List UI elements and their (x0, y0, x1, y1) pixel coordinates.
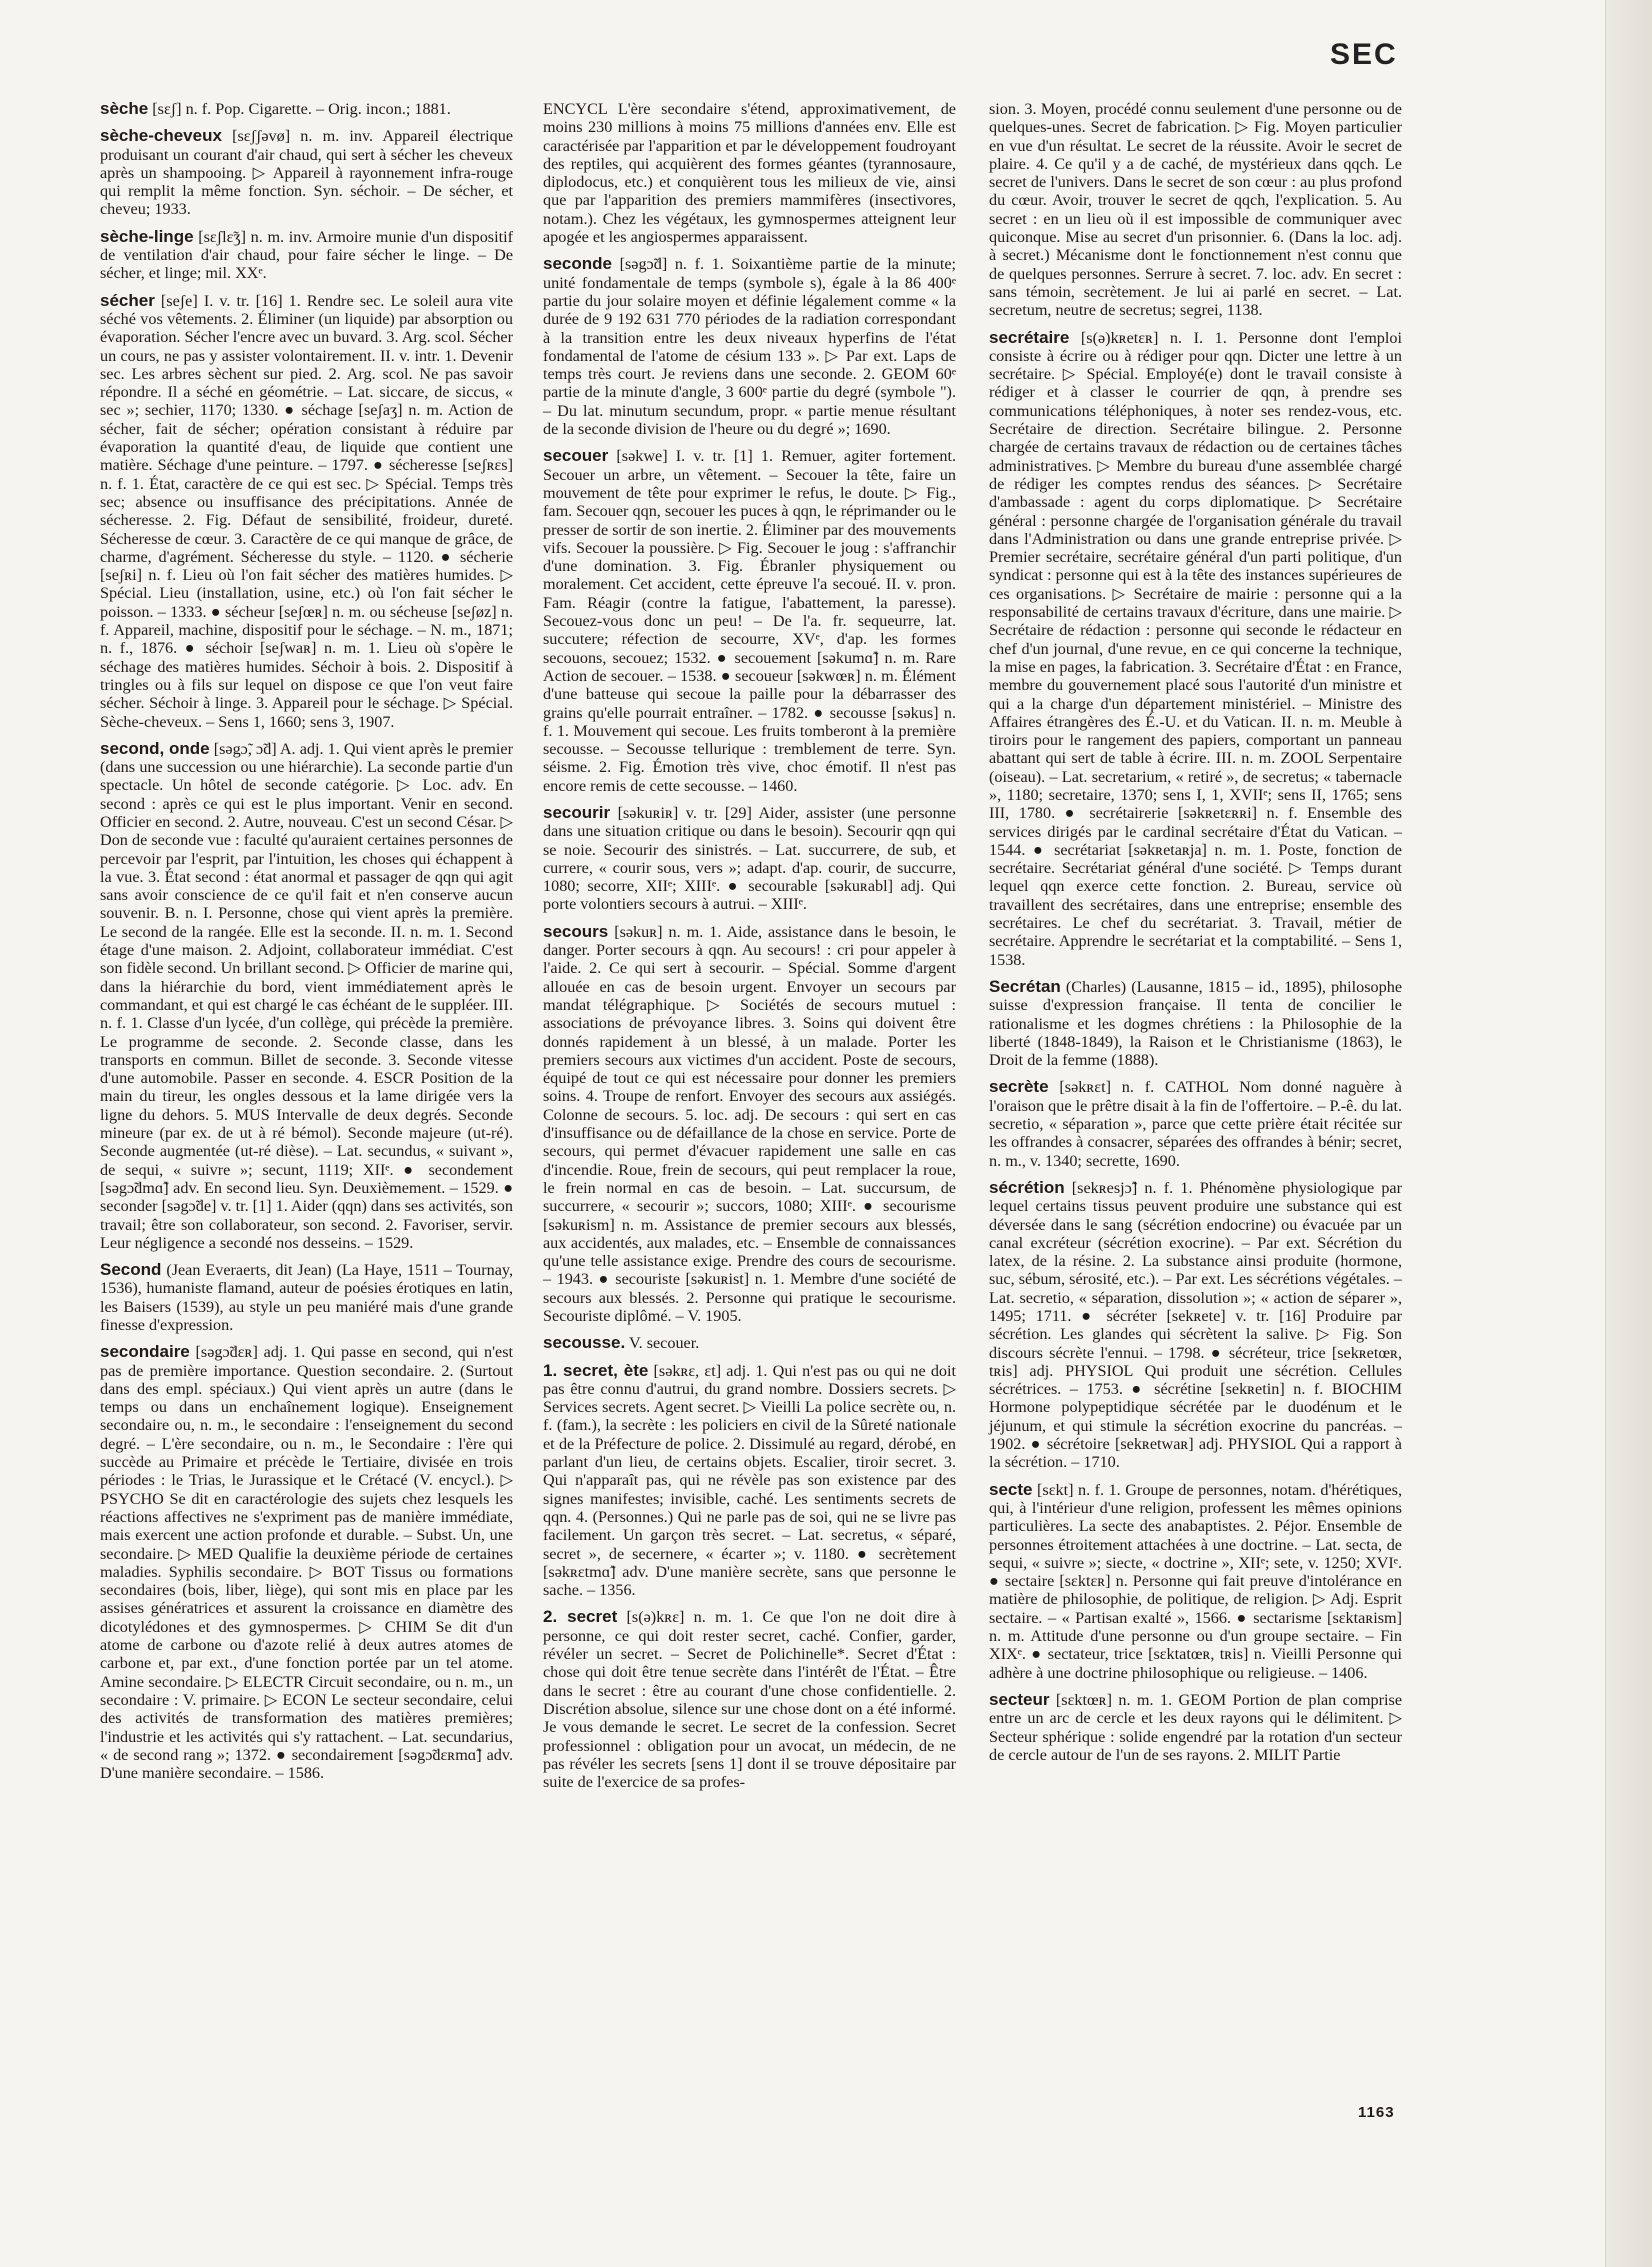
entry-headword: secouer (543, 446, 609, 466)
dictionary-entry (100, 100, 513, 118)
entry-body: [səkʀɛ, ɛt] adj. 1. Qui n'est pas ou qui ne doit pas être connu d'autrui, du grand nombre. Dossiers secrets. ▷ Services secrets. Agent secret. ▷ Vieilli La police secrète ou, n. f. (fam.), la secrète : les policiers en civil de la Sûreté nationale et de la Préfecture de police. 2. Dissimulé au regard, dérobé, en parlant d'un lieu, de certains objets. Escalier, tiroir secret. 3. Qui n'apparaît pas, qui ne révèle pas son existence par des signes manifestes; invisible, caché. Les sentiments secrets de qqn. 4. (Personnes.) Qui ne parle pas de soi, qui ne se livre pas facilement. Un garçon très secret. – Lat. secretus, « séparé, secret », de secernere, « écarter »; v. 1180. ● secrètement [səkʀɛtmɑ̃] adv. D'une manière secrète, sans que personne le sache. – 1356. (543, 1361, 957, 1600)
entry-headword: sèche-linge (100, 226, 194, 246)
running-head: SEC (1330, 38, 1398, 71)
entry-headword: second, onde (100, 738, 210, 758)
entry-headword: 2. secret (543, 1607, 618, 1627)
column-2 (543, 100, 956, 1800)
entry-body: [sɛʃʃəvø] n. m. inv. Appareil électrique produisant un courant d'air chaud, qui sert à sécher les cheveux après un shampooing. ▷ Appareil à rayonnement infra-rouge qui remplit la même fonction. Syn. séchoir. – De sécher, et cheveu; 1933. (100, 127, 514, 219)
entry-body: (Charles) (Lausanne, 1815 – id., 1895), philosophe suisse d'expression française. Il tenta de concilier le rationalisme et les dogmes chrétiens : la Philosophie de la liberté (1848-1849), la Raison et le Christianisme (1863), le Droit de la femme (1888). (989, 977, 1403, 1070)
column-3 (989, 100, 1402, 1773)
dictionary-entry (989, 329, 1402, 969)
entry-body: [səgɔ̃, ɔ̃d] A. adj. 1. Qui vient après le premier (dans une succession ou une hiérarchie). La seconde partie d'un spectacle. Un hôtel de seconde catégorie. ▷ Loc. adv. En second : après ce qui est le plus important. Venir en second. Officier en second. 2. Autre, nouveau. C'est un second César. ▷ Don de seconde vue : faculté qu'auraient certaines personnes de percevoir par l'esprit, par l'intuition, les choses qui échappent à la vue. 3. État second : état anormal et passager de qqn qui agit sans avoir conscience de ce qu'il fait et n'en conserve aucun souvenir. B. n. I. Personne, chose qui vient après la première. Le second de la rangée. Elle est la seconde. II. n. m. 1. Second étage d'une maison. 2. Adjoint, collaborateur immédiat. C'est son fidèle second. Un brillant second. ▷ Officier de marine qui, dans la hiérarchie du bord, vient immédiatement après le commandant, et qui est chargé le cas échéant de le suppléer. III. n. f. 1. Classe d'un lycée, d'un collège, qui précède la première. Le programme de seconde. 2. Seconde classe, dans les transports en commun. Billet de seconde. 3. Seconde vitesse d'une automobile. Passer en seconde. 4. ESCR Position de la main du tireur, les ongles dessous et la lame dirigée vers la ligne du dehors. 5. MUS Intervalle de deux degrés. Seconde mineure (par ex. de ut à ré bémol). Seconde majeure (ut-ré). Seconde augmentée (ut-ré dièse). – Lat. secundus, « suivant », de sequi, « suivre »; secunt, 1119; XIIᵉ. ● secondement [səgɔ̃dmɑ̃] adv. En second lieu. Syn. Deuxièmement. – 1529. ● seconder [səgɔ̃de] v. tr. [1] 1. Aider (qqn) dans ses activités, son travail; être son collaborateur, son second. 2. Favoriser, servir. Leur négligence a secondé nos desseins. – 1529. (100, 739, 514, 1252)
entry-body: [səgɔ̃dɛʀ] adj. 1. Qui passe en second, qui n'est pas de première importance. Question secondaire. 2. (Surtout dans des empl. spéciaux.) Qui vient après un autre (dans le temps ou dans un enchaînement logique). Enseignement secondaire ou, n. m., le secondaire : l'enseignement du second degré. – L'ère secondaire, ou n. m., le Secondaire : l'ère qui succède au Primaire et précède le Tertiaire, divisée en trois périodes : le Trias, le Jurassique et le Crétacé (V. encycl.). ▷ PSYCHO Se dit en caractérologie des sujets chez lesquels les réactions affectives ne s'expriment pas de manière immédiate, mais exercent une action profonde et durable. – Subst. Un, une secondaire. ▷ MED Qualifie la deuxième période de certaines maladies. Syphilis secondaire. ▷ BOT Tissus ou formations secondaires (bois, liber, liège), qui sont mis en place par les assises génératrices et assurent la croissance en diamètre des dicotylédones et des gymnospermes. ▷ CHIM Se dit d'un atome de carbone ou d'azote relié à deux autres atomes de carbone et, par ext., d'une fonction portée par un tel atome. Amine secondaire. ▷ ELECTR Circuit secondaire, ou n. m., un secondaire : V. primaire. ▷ ECON Le secteur secondaire, celui des activités de transformation des matières premières; l'industrie et les activités qui s'y rattachent. – Lat. secundarius, « de second rang »; 1372. ● secondairement [səgɔ̃dɛʀmɑ̃] adv. D'une manière secondaire. – 1586. (100, 1343, 514, 1783)
entry-body: [sɛkt] n. f. 1. Groupe de personnes, notam. d'hérétiques, qui, à l'intérieur d'une religion, professent les mêmes opinions particulières. La secte des anabaptistes. 2. Péjor. Ensemble de personnes étroitement attachées à une doctrine. – Lat. secta, de sequi, « suivre »; siecte, « doctrine », XIIᵉ; sete, v. 1250; XVIᵉ. ● sectaire [sɛktɛʀ] n. Personne qui fait preuve d'intolérance en matière de philosophie, de politique, de religion. ▷ Adj. Esprit sectaire. – « Partisan exalté », 1566. ● sectarisme [sɛktaʀism] n. m. Attitude d'une personne ou d'un groupe sectaire. – Fin XIXᵉ. ● sectateur, trice [sɛktatœʀ, tʀis] n. Vieilli Personne qui adhère à une doctrine philosophique ou religieuse. – 1406. (989, 1480, 1402, 1682)
entry-headword: secourir (543, 802, 611, 822)
entry-body: [sɛʃ] n. f. Pop. Cigarette. – Orig. incon.; 1881. (152, 100, 451, 118)
entry-headword: secrète (989, 1077, 1049, 1097)
dictionary-entry (100, 740, 513, 1252)
dictionary-entry (100, 292, 513, 731)
entry-body: [sɛʃlɛ̃ʒ] n. m. inv. Armoire munie d'un dispositif de ventilation d'air chaud, pour faire sécher le linge. – De sécher, et linge; mil. XXᵉ. (100, 227, 513, 283)
entry-headword: secteur (989, 1689, 1050, 1709)
dictionary-entry (543, 1362, 956, 1600)
entry-body: V. secouer. (629, 1334, 700, 1353)
entry-body: [seʃe] I. v. tr. [16] 1. Rendre sec. Le soleil aura vite séché vos vêtements. 2. Éliminer (un liquide) par absorption ou évaporation. Sécher l'encre avec un buvard. 3. Arg. scol. Sécher un cours, ne pas y assister volontairement. II. v. intr. 1. Devenir sec. Les arbres sèchent sur pied. 2. Arg. scol. Ne pas savoir répondre. Il a séché en géométrie. – Lat. siccare, de siccus, « sec »; sechier, 1170; 1330. ● séchage [seʃaʒ] n. m. Action de sécher, fait de sécher; opération consistant à réduire par évaporation la quantité d'eau, de liquide que contient une matière. Séchage d'une peinture. – 1797. ● sécheresse [seʃʀɛs] n. f. 1. État, caractère de ce qui est sec. ▷ Spécial. Temps très sec; absence ou insuffisance des précipitations. Année de sécheresse. 2. Fig. Défaut de sensibilité, froideur, dureté. Sécheresse de cœur. 3. Caractère de ce qui manque de grâce, de charme, d'agrément. Sécheresse du style. – 1120. ● sécherie [seʃʀi] n. f. Lieu où l'on fait sécher des matières humides. ▷ Spécial. Lieu (installation, usine, etc.) où l'on fait sécher le poisson. – 1333. ● sécheur [seʃœʀ] n. m. ou sécheuse [seʃøz] n. f. Appareil, machine, dispositif pour le séchage. – N. m., 1871; n. f., 1876. ● séchoir [seʃwaʀ] n. m. 1. Lieu où s'opère le séchage des matières humides. Séchoir à bois. 2. Dispositif à tringles ou à fils sur lequel on dispose ce que l'on veut faire sécher. Séchoir à linge. 3. Appareil pour le séchage. ▷ Spécial. Sèche-cheveux. – Sens 1, 1660; sens 3, 1907. (100, 291, 513, 731)
entry-headword: 1. secret, ète (543, 1360, 649, 1380)
entry-headword: sèche-cheveux (100, 126, 222, 146)
dictionary-entry (543, 923, 956, 1326)
dictionary-entry (989, 978, 1402, 1069)
entry-body: ENCYCL L'ère secondaire s'étend, approximativement, de moins 230 millions à moins 75 millions d'années env. Elle est caractérisée par l'apparition et par le développement foudroyant des reptiles, qui acquièrent des formes géantes (tyrannosaure, diplodocus, etc.) et conquièrent tous les milieux de vie, ainsi que par l'apparition des premiers mammifères (insectivores, notam.). Chez les végétaux, les gymnospermes atteignent leur apogée et les angiospermes apparaissent. (543, 100, 956, 247)
dictionary-entry (989, 1691, 1402, 1764)
dictionary-entry (989, 1179, 1402, 1472)
dictionary-entry (989, 100, 1402, 320)
dictionary-entry (543, 255, 956, 438)
entry-headword: secousse. (543, 1333, 626, 1353)
entry-headword: secrétaire (989, 327, 1070, 347)
entry-headword: Secrétan (989, 976, 1061, 996)
entry-body: [sekʀesjɔ̃] n. f. 1. Phénomène physiologique par lequel certains tissus peuvent produire une substance qui est déversée dans le sang (sécrétion endocrine) ou évacuée par un canal excréteur (sécrétion exocrine). – Par ext. Sécrétion du latex, de la résine. 2. La substance ainsi produite (hormone, suc, sébum, sérosité, etc.). – Par ext. Les sécrétions végétales. – Lat. secretio, « séparation, dissolution »; « action de séparer », 1495; 1711. ● sécréter [sekʀete] v. tr. [16] Produire par sécrétion. Les glandes qui sécrètent la salive. ▷ Fig. Son discours sécrète l'ennui. – 1798. ● sécréteur, trice [sekʀetœʀ, tʀis] adj. PHYSIOL Qui produit une sécrétion. Cellules sécrétrices. – 1753. ● sécrétine [sekʀetin] n. f. BIOCHIM Hormone polypeptidique sécrétée par le duodénum et le jéjunum, et qui stimule la sécrétion exocrine du pancréas. – 1902. ● sécrétoire [sekʀetwaʀ] adj. PHYSIOL Qui a rapport à la sécrétion. – 1710. (989, 1178, 1403, 1472)
entry-body: [s(ə)kʀɛ] n. m. 1. Ce que l'on ne doit dire à personne, ce qui doit rester secret, caché. Confier, garder, révéler un secret. – Secret de Polichinelle*. Secret d'État : chose qui doit être tenue secrète dans l'intérêt de l'État. – Être dans le secret : être au courant d'une chose confidentielle. 2. Discrétion absolue, silence sur une chose dont on a été informé. Je vous demande le secret. Le secret de la confession. Secret professionnel : obligation pour un avocat, un médecin, de ne pas révéler les secrets [sens 1] dont il se trouve dépositaire par suite de l'exercice de sa profes- (543, 1608, 956, 1792)
entry-body: [sɛktœʀ] n. m. 1. GEOM Portion de plan comprise entre un arc de cercle et les deux rayons qui le délimitent. ▷ Secteur sphérique : solide engendré par la rotation d'un secteur de cercle autour de l'un de ses rayons. 2. MILIT Partie (989, 1690, 1403, 1764)
page-edge (1605, 0, 1652, 2267)
entry-headword: secondaire (100, 1342, 190, 1362)
dictionary-entry (100, 1343, 513, 1782)
dictionary-entry (543, 447, 956, 795)
entry-body: [səkwe] I. v. tr. [1] 1. Remuer, agiter fortement. Secouer un arbre, un vêtement. – Secouer la tête, faire un mouvement de tête pour exprimer le refus, le doute. ▷ Fig., fam. Secouer qqn, secouer les puces à qqn, le réprimander ou le presser de sortir de son inertie. 2. Éliminer par des mouvements vifs. Secouer la poussière. ▷ Fig. Secouer le joug : s'affranchir d'une domination. 3. Fig. Ébranler physiquement ou moralement. Cet accident, cette épreuve l'a secoué. II. v. pron. Fam. Réagir (contre la fatigue, l'abattement, la paresse). Secouez-vous donc un peu! – De l'a. fr. sequeurre, lat. succutere; réfection de secourre, XVᵉ, d'ap. les formes secouons, secouez; 1532. ● secouement [səkumɑ̃] n. m. Rare Action de secouer. – 1538. ● secoueur [səkwœʀ] n. m. Élément d'une batteuse qui secoue la paille pour la débarrasser des grains qu'elle pourrait entraîner. – 1782. ● secousse [səkus] n. f. 1. Mouvement qui secoue. Les fruits tomberont à la première secousse. – Secousse tellurique : tremblement de terre. Syn. séisme. 2. Fig. Émotion très vive, choc émotif. Il n'est pas encore remis de cette secousse. – 1460. (543, 447, 956, 795)
entry-headword: sécrétion (989, 1177, 1065, 1197)
column-1 (100, 100, 513, 1791)
entry-body: [səkuʀ] n. m. 1. Aide, assistance dans le besoin, le danger. Porter secours à qqn. Au secours! : cri pour appeler à l'aide. 2. Ce qui sert à secourir. – Spécial. Somme d'argent allouée en cas de besoin urgent. Envoyer un secours par mandat télégraphique. ▷ Sociétés de secours mutuel : associations de prévoyance libres. 3. Soins qui doivent être donnés rapidement à un blessé, à un malade. Porter les premiers secours aux victimes d'un accident. Poste de secours, équipé de tout ce qui est nécessaire pour donner les premiers soins. 4. Troupe de renfort. Envoyer des secours aux assiégés. Colonne de secours. 5. loc. adj. De secours : qui sert en cas d'insuffisance ou de défaillance de la chose en service. Porte de secours, qui permet d'évacuer rapidement une salle en cas d'incendie. Roue, frein de secours, qui peut remplacer la roue, le frein normal en cas de besoin. – Lat. succursum, de succurrere, « secourir »; succors, 1080; XIIIᵉ. ● secourisme [səkuʀism] n. m. Assistance de premier secours aux blessés, aux accidentés, aux malades, etc. – Ensemble de connaissances qu'une telle assistance exige. Prendre des cours de secourisme. – 1943. ● secouriste [səkuʀist] n. 1. Membre d'une société de secours aux blessés. 2. Personne qui pratique le secourisme. Secouriste diplômé. – V. 1905. (543, 922, 956, 1325)
entry-headword: secte (989, 1479, 1033, 1499)
page-number: 1163 (1358, 2104, 1395, 2121)
entry-body: [s(ə)kʀetɛʀ] n. I. 1. Personne dont l'emploi consiste à écrire ou à rédiger pour qqn. Dicter une lettre à un secrétaire. ▷ Spécial. Employé(e) dont le travail consiste à rédiger et à classer le courrier de qqn, à prendre ses communications téléphoniques, à noter ses rendez-vous, etc. Secrétaire de direction. Secrétaire bilingue. 2. Personne chargée de certains travaux de rédaction ou de certaines tâches administratives. ▷ Membre du bureau d'une assemblée chargé de rédiger les comptes rendus des séances. ▷ Secrétaire d'ambassade : agent du corps diplomatique. ▷ Secrétaire général : personne chargée de l'organisation générale du travail dans l'Administration ou dans une grande entreprise privée. ▷ Premier secrétaire, secrétaire général d'un parti politique, d'un syndicat : personne qui est à la tête des instances supérieures de ces organisations. ▷ Secrétaire de mairie : personne qui a la responsabilité de certains travaux d'écriture, dans une mairie. ▷ Secrétaire de rédaction : personne qui seconde le rédacteur en chef d'un journal, d'une revue, en ce qui concerne la technique, la mise en pages, la fabrication. 3. Secrétaire d'État : en France, membre du gouvernement placé sous l'autorité d'un ministre et qui a la charge d'un département ministériel. – Ministre des Affaires étrangères des É.-U. et du Vatican. II. n. m. Meuble à tiroirs pour le rangement des papiers, comportant un panneau abattant qui sert de table à écrire. III. n. m. ZOOL Serpentaire (oiseau). – Lat. secretarium, « retiré », de secretus; « tabernacle », 1180; secretaire, 1370; sens I, 1, XVIIᵉ; sens II, 1765; sens III, 1780. ● secrétairerie [səkʀetɛʀʀi] n. f. Ensemble des services dirigés par le cardinal secrétaire d'État du Vatican. – 1544. ● secrétariat [səkʀetaʀja] n. m. 1. Poste, fonction de secrétaire. Secrétariat général d'une société. ▷ Temps durant lequel qqn exerce cette fonction. 2. Bureau, service où travaillent des secrétaires, dans une entreprise; ensemble des secrétaires. Le chef du secrétariat. 3. Travail, métier de secrétaire. Apprendre le secrétariat et la comptabilité. – Sens 1, 1538. (989, 328, 1402, 969)
entry-body: [səgɔ̃d] n. f. 1. Soixantième partie de la minute; unité fondamentale de temps (symbole s), égale à la 86 400ᵉ partie du jour solaire moyen et définie légalement comme « la durée de 9 192 631 770 périodes de la radiation correspondant à la transition entre les deux niveaux hyperfins de l'état fondamental de l'atome de césium 133 ». ▷ Par ext. Laps de temps très court. Je reviens dans une seconde. 2. GEOM 60ᵉ partie de la minute d'angle, 3 600ᵉ partie du degré (symbole "). – Du lat. minutum secundum, propr. « partie menue résultant de la seconde division de l'heure ou du degré »; 1690. (543, 255, 956, 439)
entry-headword: sèche (100, 99, 149, 118)
entry-body: sion. 3. Moyen, procédé connu seulement d'une personne ou de quelques-unes. Secret de fabrication. ▷ Fig. Moyen particulier en vue d'un résultat. Le secret de la réussite. Avoir le secret de plaire. 4. Ce qu'il y a de caché, de mystérieux dans qqch. Le secret de l'univers. Dans le secret de son cœur : au plus profond du cœur. Avoir, trouver le secret de qqch, l'explication. 5. Au secret : en un lieu où il est impossible de communiquer avec quiconque. Mise au secret d'un prisonnier. 6. (Dans la loc. adj. à secret.) Mécanisme dont le fonctionnement n'est connu que de quelques personnes. Serrure à secret. 7. loc. adv. En secret : sans témoin, secrètement. Je lui ai parlé en secret. – Lat. secretum, neutre de secretus; segrei, 1138. (989, 100, 1402, 320)
dictionary-entry (543, 804, 956, 914)
entry-headword: sécher (100, 290, 155, 310)
dictionary-entry (100, 1261, 513, 1334)
entry-headword: Second (100, 1260, 162, 1280)
dictionary-entry (989, 1078, 1402, 1169)
dictionary-entry (543, 1334, 956, 1352)
entry-body: (Jean Everaerts, dit Jean) (La Haye, 1511 – Tournay, 1536), humaniste flamand, auteur de poésies érotiques en latin, les Baisers (1539), au style un peu maniéré mais d'une grande finesse d'expression. (100, 1261, 514, 1334)
dictionary-entry (100, 228, 513, 283)
entry-headword: seconde (543, 254, 612, 274)
entry-headword: secours (543, 921, 609, 941)
dictionary-entry (543, 1608, 956, 1791)
entry-body: [səkuʀiʀ] v. tr. [29] Aider, assister (une personne dans une situation critique ou dans le besoin). Secourir qqn qui se noie. Secourir des sinistrés. – Lat. succurrere, de sub, et currere, « courir sous, vers »; adapt. d'ap. courir, de succurre, 1080; secorre, XIIᵉ; XIIIᵉ. ● secourable [səkuʀabl] adj. Qui porte volontiers secours à autrui. – XIIIᵉ. (543, 803, 956, 914)
dictionary-entry (543, 100, 956, 246)
dictionary-entry (989, 1481, 1402, 1682)
dictionary-entry (100, 127, 513, 218)
entry-body: [səkʀɛt] n. f. CATHOL Nom donné naguère à l'oraison que le prêtre disait à la fin de l'offertoire. – P.-ê. du lat. secretio, « séparation », parce que cette prière était récitée sur les offrandes à consacrer, séparées des offrandes à bénir; secret, n. m., v. 1340; secrette, 1690. (989, 1078, 1402, 1170)
